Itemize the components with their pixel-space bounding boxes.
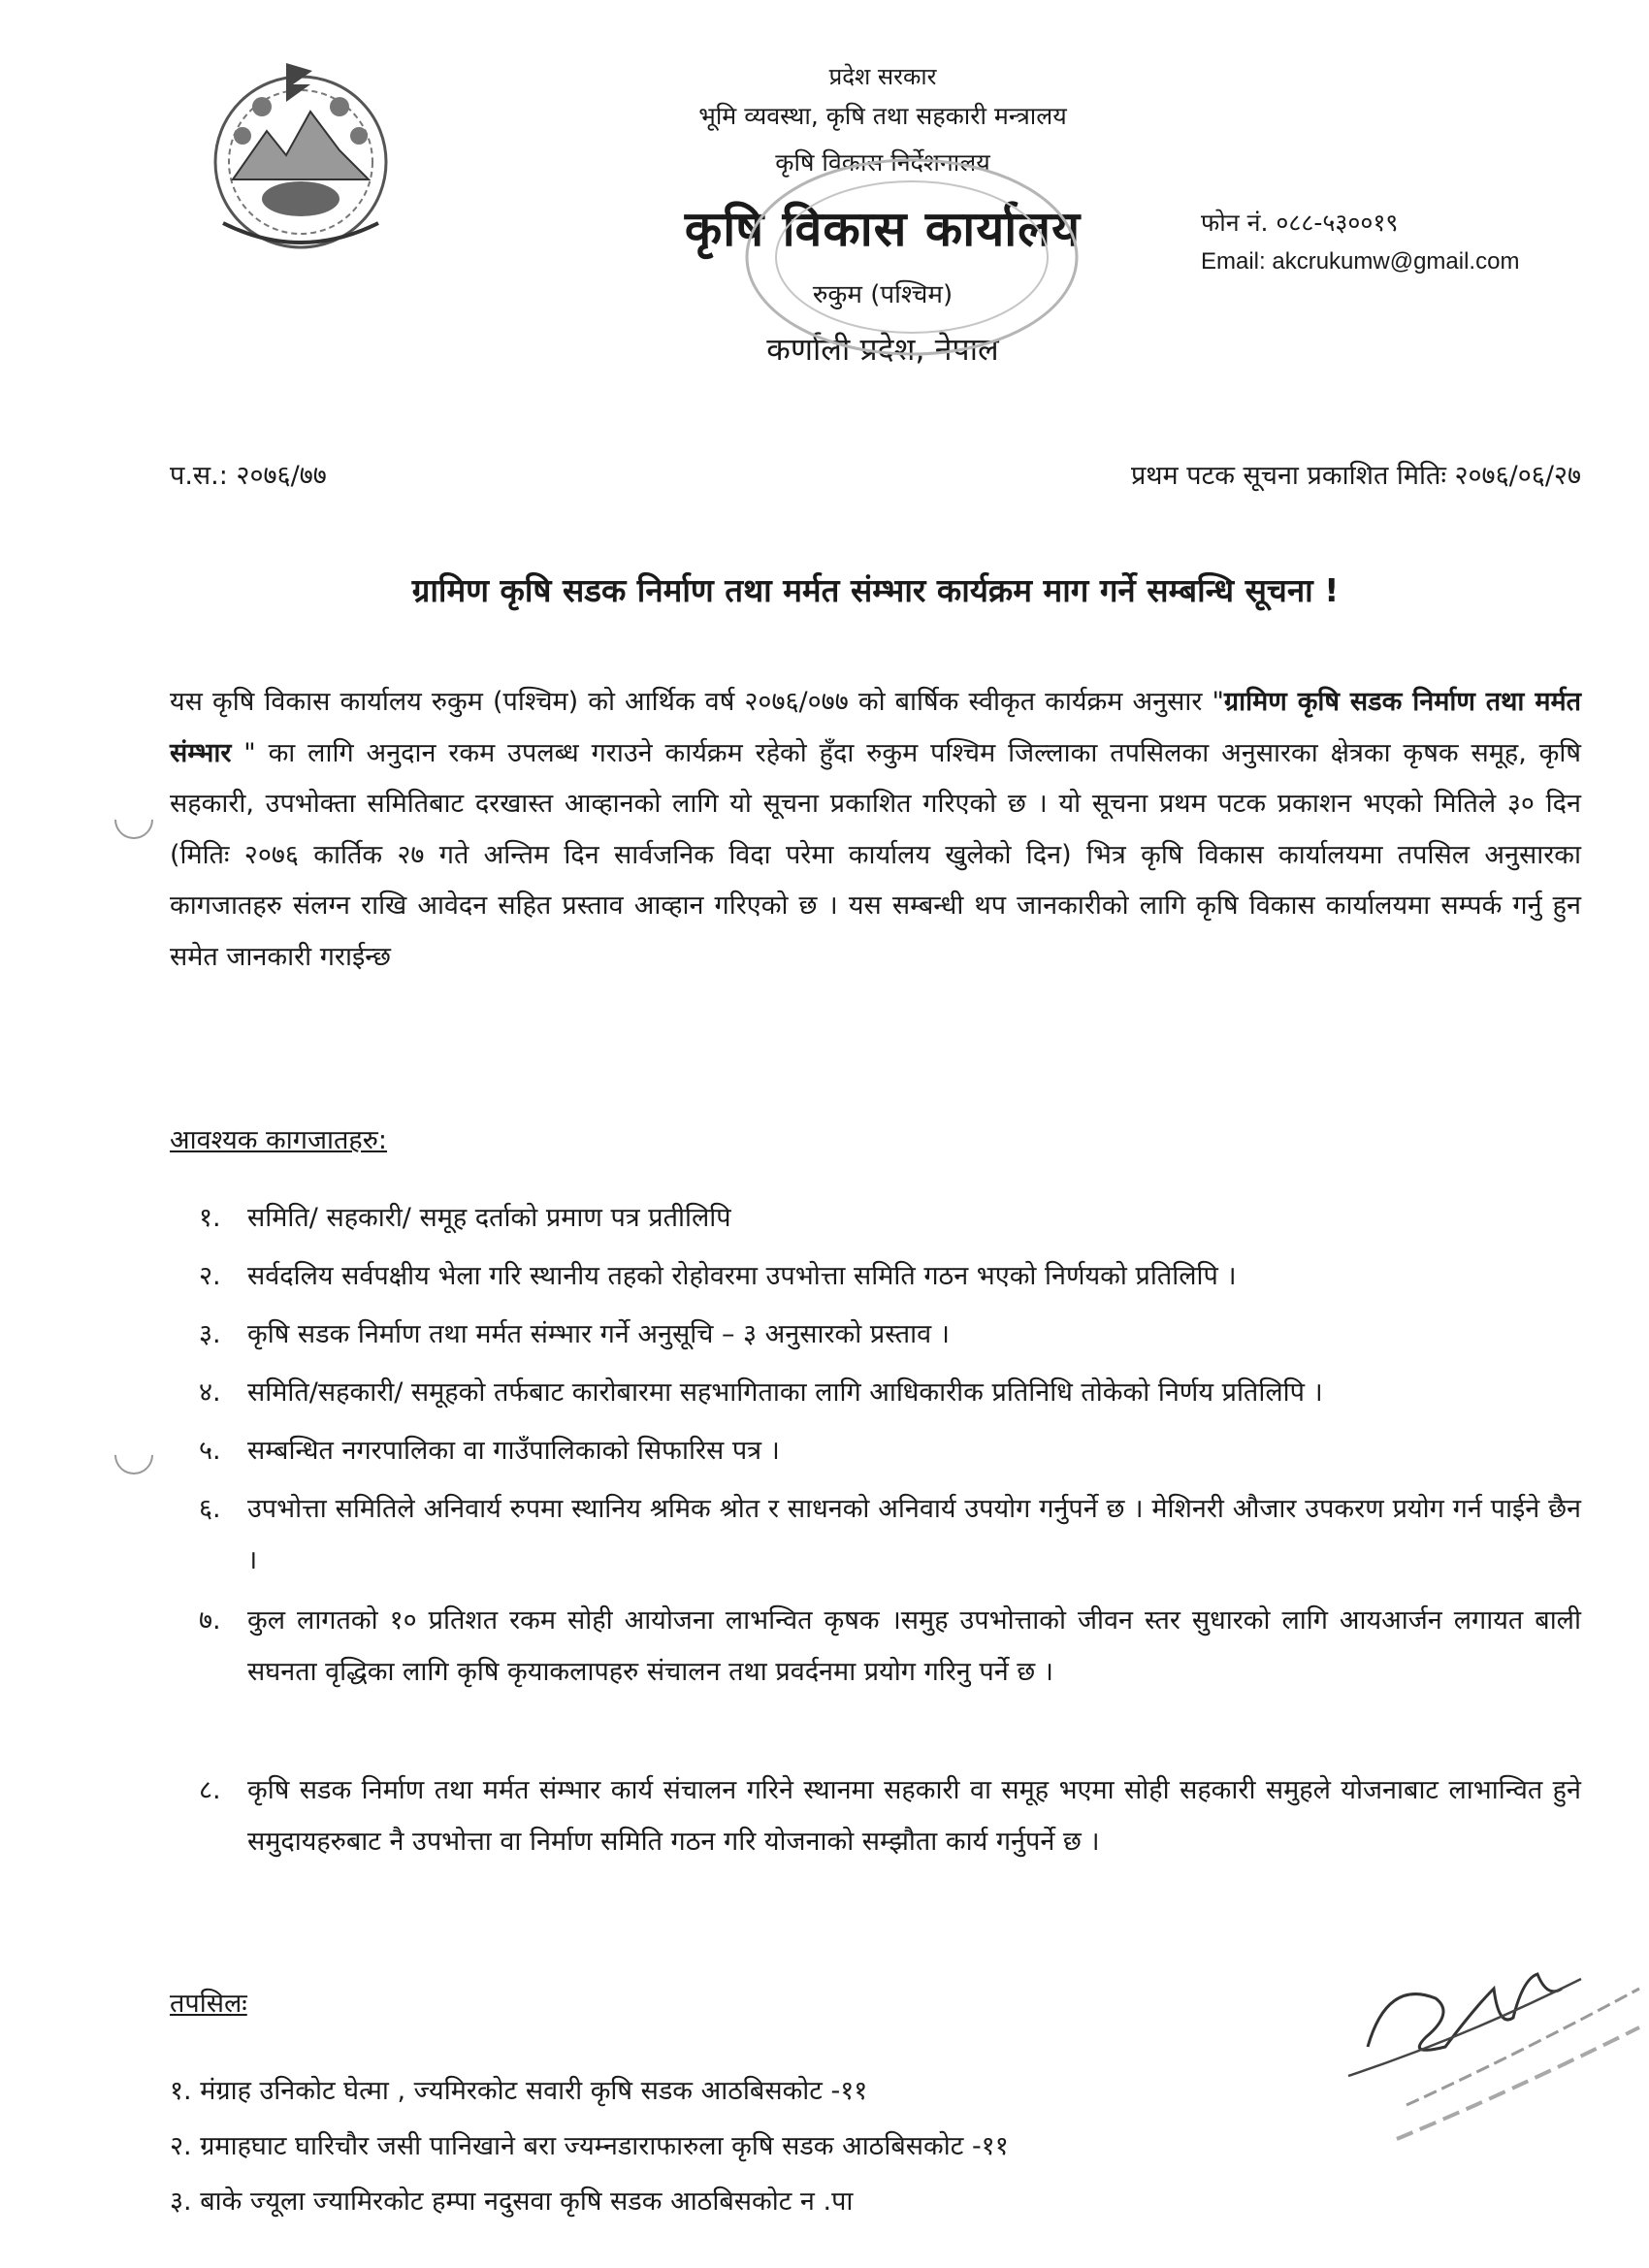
punch-hole-mark xyxy=(107,1428,162,1483)
reference-fiscal-year: प.स.: २०७६/७७ xyxy=(170,461,327,491)
annex-item: ३. बाके ज्यूला ज्यामिरकोट हम्पा नदुसवा कृषि सडक आठबिसकोट न .पा xyxy=(170,2187,854,2217)
header-district: रुकुम (पश्चिम) xyxy=(812,280,954,309)
header-province: कर्णाली प्रदेश, नेपाल xyxy=(766,331,999,368)
header-directorate: कृषि विकास निर्देशनालय xyxy=(775,148,990,177)
list-item-text: समिति/सहकारी/ समूहको तर्फबाट कारोबारमा सहभागिताका लागि आधिकारीक प्रतिनिधि तोकेको निर्णय प्रतिलिपि । xyxy=(247,1377,1323,1408)
list-item-text: सम्बन्धित नगरपालिका वा गाउँपालिकाको सिफारिस पत्र । xyxy=(247,1436,780,1466)
body-text-part1: यस कृषि विकास कार्यालय रुकुम (पश्चिम) को आर्थिक वर्ष २०७६/०७७ को बार्षिक स्वीकृत कार्यक्रम अनुसार " xyxy=(170,687,1224,717)
list-item-number: १. xyxy=(199,1203,221,1233)
contact-email: Email: akcrukumw@gmail.com xyxy=(1201,248,1520,275)
list-item xyxy=(199,1193,1581,1245)
notice-title: ग्रामिण कृषि सडक निर्माण तथा मर्मत संम्भार कार्यक्रम माग गर्ने सम्बन्धि सूचना ! xyxy=(411,571,1340,609)
nepal-government-emblem-icon xyxy=(204,53,398,257)
list-item-text: कृषि सडक निर्माण तथा मर्मत संम्भार कार्य संचालन गरिने स्थानमा सहकारी वा समूह भएमा सोही सहकारी समुहले योजनाबाट लाभान्वित हुने समुदायहरुबाट नै उपभोत्ता वा निर्माण समिति गठन गरि योजनाको सम्झौता कार्य गर्नुपर्ने छ । xyxy=(247,1775,1581,1857)
list-item-number: ७. xyxy=(199,1605,221,1636)
list-item xyxy=(199,1596,1581,1698)
handwritten-signature xyxy=(1329,1921,1649,2154)
annex-item: १. मंग्राह उनिकोट घेत्मा , ज्यमिरकोट सवारी कृषि सडक आठबिसकोट -११ xyxy=(170,2076,868,2106)
list-item-number: ६. xyxy=(199,1494,221,1524)
list-item-number: ५. xyxy=(199,1436,221,1466)
list-item-text: समिति/ सहकारी/ समूह दर्ताको प्रमाण पत्र प्रतीलिपि xyxy=(247,1203,731,1233)
list-item xyxy=(199,1251,1581,1303)
list-item-number: २. xyxy=(199,1261,221,1291)
header-ministry: भूमि व्यवस्था, कृषि तथा सहकारी मन्त्रालय xyxy=(698,102,1067,130)
list-item-text: सर्वदलिय सर्वपक्षीय भेला गरि स्थानीय तहको रोहोवरमा उपभोत्ता समिति गठन भएको निर्णयको प्रतिलिपि । xyxy=(247,1261,1237,1291)
annex-item: २. ग्रमाहघाट घारिचौर जसी पानिखाने बरा ज्यम्नडाराफारुला कृषि सडक आठबिसकोट -११ xyxy=(170,2131,1009,2161)
contact-phone: फोन नं. ०८८-५३००१९ xyxy=(1201,209,1399,237)
body-text-part3: " का लागि अनुदान रकम उपलब्ध गराउने कार्यक्रम रहेको हुँदा रुकुम पश्चिम जिल्लाका तपसिलका अनुसारका क्षेत्रका कृषक समूह, कृषि सहकारी, उपभोक्ता समितिबाट दरखास्त आव्हानको लागि यो सूचना प्रकाशित गरिएको छ । यो सूचना प्रथम पटक प्रकाशन भएको मितिले ३० दिन (मितिः २०७६ कार्तिक २७ गते अन्तिम दिन सार्वजनिक विदा परेमा कार्यालय खुलेको दिन) भित्र कृषि विकास कार्यालयमा तपसिल अनुसारका कागजातहरु संलग्न राखि आवेदन सहित प्रस्ताव आव्हान गरिएको छ । यस सम्बन्धी थप जानकारीको लागि कृषि विकास कार्यालयमा सम्पर्क गर्नु हुन समेत जानकारी गराईन्छ xyxy=(170,737,1581,972)
office-stamp xyxy=(737,150,1086,364)
office-name: कृषि विकास कार्यालय xyxy=(684,201,1082,257)
list-item-text: कुल लागतको १० प्रतिशत रकम सोही आयोजना लाभन्वित कृषक ।समुह उपभोत्ताको जीवन स्तर सुधारको लागि आयआर्जन लगायत बाली सघनता वृद्धिका लागि कृषि कृयाकलापहरु संचालन तथा प्रवर्दनमा प्रयोग गरिनु पर्ने छ । xyxy=(247,1605,1581,1687)
notice-body xyxy=(170,677,1581,983)
list-item-number: ३. xyxy=(199,1319,221,1349)
list-item-number: ८. xyxy=(199,1775,221,1805)
body-program-name: ग्रामिण कृषि सडक निर्माण तथा मर्मत संम्भार xyxy=(170,687,1581,768)
list-item xyxy=(199,1426,1581,1477)
list-item xyxy=(199,1310,1581,1361)
list-item-text: उपभोत्ता समितिले अनिवार्य रुपमा स्थानिय श्रमिक श्रोत र साधनको अनिवार्य उपयोग गर्नुपर्ने छ । मेशिनरी औजार उपकरण प्रयोग गर्न पाईने छैन । xyxy=(247,1494,1581,1575)
list-item xyxy=(199,1368,1581,1419)
publication-date: प्रथम पटक सूचना प्रकाशित मितिः २०७६/०६/२७ xyxy=(1130,461,1581,491)
punch-hole-mark xyxy=(107,793,162,848)
list-item-text: कृषि सडक निर्माण तथा मर्मत संम्भार गर्ने अनुसूचि – ३ अनुसारको प्रस्ताव । xyxy=(247,1319,950,1349)
list-item xyxy=(199,1766,1581,1867)
annex-heading: तपसिलः xyxy=(170,1989,247,2019)
list-item-number: ४. xyxy=(199,1377,221,1408)
list-item xyxy=(199,1484,1581,1586)
requirements-heading: आवश्यक कागजातहरु: xyxy=(170,1125,387,1155)
header-government: प्रदेश सरकार xyxy=(828,63,937,90)
